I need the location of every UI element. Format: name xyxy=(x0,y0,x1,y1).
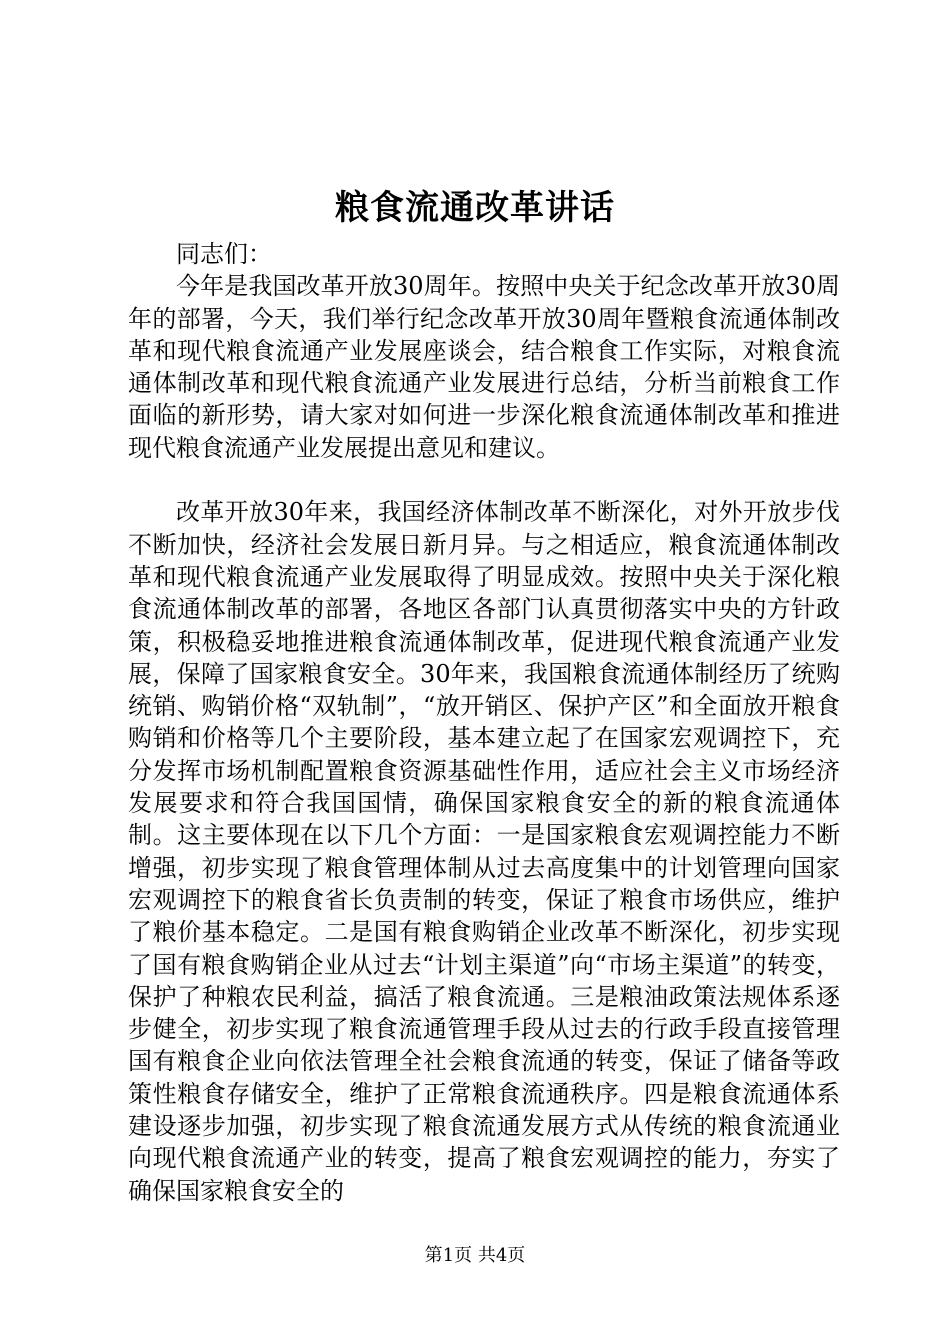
paragraph-2: 改革开放30年来，我国经济体制改革不断深化，对外开放步伐不断加快，经济社会发展日新月异。与之相适应，粮食流通体制改革和现代粮食流通产业发展取得了明显成效。按照中央关于深化粮食流通体制改革的部署，各地区各部门认真贯彻落实中央的方针政策，积极稳妥地推进粮食流通体制改革，促进现代粮食流通产业发展，保障了国家粮食安全。30年来，我国粮食流通体制经历了统购统销、购销价格“双轨制”，“放开销区、保护产区”和全面放开粮食购销和价格等几个主要阶段，基本建立起了在国家宏观调控下，充分发挥市场机制配置粮食资源基础性作用，适应社会主义市场经济发展要求和符合我国国情，确保国家粮食安全的新的粮食流通体制。这主要体现在以下几个方面：一是国家粮食宏观调控能力不断增强，初步实现了粮食管理体制从过去高度集中的计划管理向国家宏观调控下的粮食省长负责制的转变，保证了粮食市场供应，维护了粮价基本稳定。二是国有粮食购销企业改革不断深化，初步实现了国有粮食购销企业从过去“计划主渠道”向“市场主渠道”的转变，保护了种粮农民利益，搞活了粮食流通。三是粮油政策法规体系逐步健全，初步实现了粮食流通管理手段从过去的行政手段直接管理国有粮食企业向依法管理全社会粮食流通的转变，保证了储备等政策性粮食存储安全，维护了正常粮食流通秩序。四是粮食流通体系建设逐步加强，初步实现了粮食流通发展方式从传统的粮食流通业向现代粮食流通产业的转变，提高了粮食宏观调控的能力，夯实了确保国家粮食安全的 xyxy=(128,498,840,1205)
paragraph-1: 今年是我国改革开放30周年。按照中央关于纪念改革开放30周年的部署，今天，我们举行纪念改革开放30周年暨粮食流通体制改革和现代粮食流通产业发展座谈会，结合粮食工作实际，对粮食流通体制改革和现代粮食流通产业发展进行总结，分析当前粮食工作面临的新形势，请大家对如何进一步深化粮食流通体制改革和推进现代粮食流通产业发展提出意见和建议。 xyxy=(128,272,840,462)
document-title: 粮食流通改革讲话 xyxy=(335,188,615,228)
page-number-footer: 第1页 共4页 xyxy=(424,1245,526,1266)
greeting-line: 同志们： xyxy=(176,240,272,268)
document-body xyxy=(128,238,840,1207)
